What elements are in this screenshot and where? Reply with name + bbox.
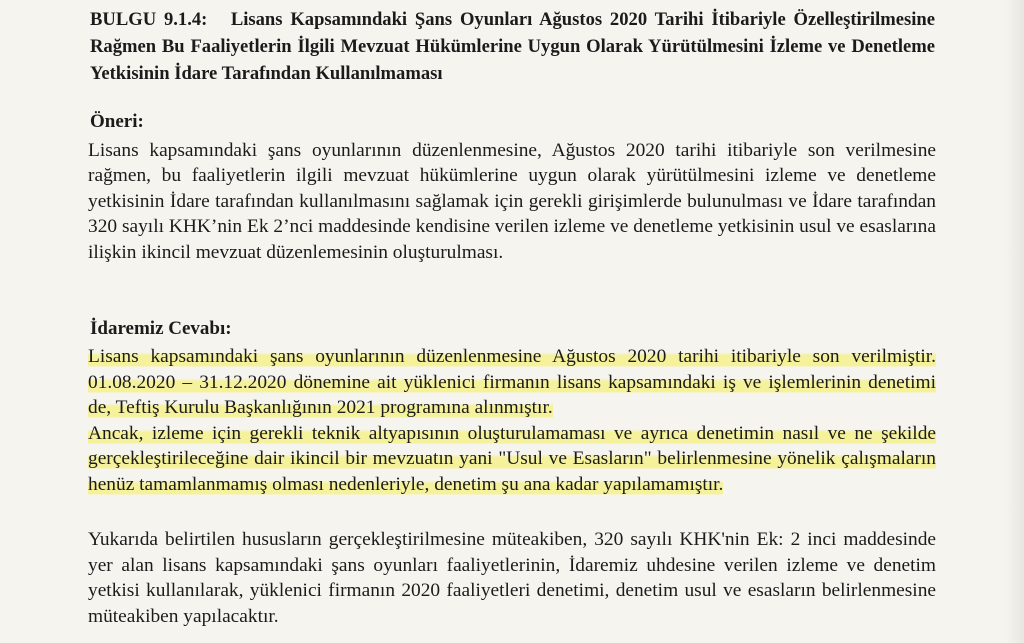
finding-title xyxy=(90,6,935,87)
response-paragraph-1: Lisans kapsamındaki şans oyunlarının düzenlenmesine Ağustos 2020 tarihi itibariyle son verilmiştir. 01.08.2020 – 31.12.2020 dönemine ait yüklenici firmanın lisans kapsamındaki iş ve işlemlerinin denetimi de, Teftiş Kurulu Başkanlığının 2021 programına alınmıştır. xyxy=(88,346,936,419)
recommendation-heading: Öneri: xyxy=(90,111,144,132)
response-paragraph-2: Ancak, izleme için gerekli teknik altyapısının oluşturulamaması ve ayrıca denetimin nasıl ve ne şekilde gerçekleştirileceğine dair ikincil bir mevzuatın yani "Usul ve Esasların" belirlenmesine yönelik çalışmaların henüz tamamlanmamış olması nedenleriyle, denetim şu ana kadar yapılamamıştır. xyxy=(88,422,936,495)
response-highlighted-block xyxy=(88,344,936,498)
recommendation-paragraph: Lisans kapsamındaki şans oyunlarının düzenlenmesine, Ağustos 2020 tarihi itibariyle son verilmesine rağmen, bu faaliyetlerin ilgili mevzuat hükümlerine uygun olarak yürütülmesini izleme ve denetleme yetkisinin İdare tarafından kullanılmasını sağlamak için gerekli girişimlerde bulunulması ve İdare tarafından 320 sayılı KHK’nin Ek 2’nci maddesinde kendisine verilen izleme ve denetleme yetkisinin usul ve esaslarına ilişkin ikincil mevzuat düzenlemesinin oluşturulması. xyxy=(88,140,936,263)
finding-title-text: Lisans Kapsamındaki Şans Oyunları Ağustos 2020 Tarihi İtibariyle Özelleştirilmesine Rağmen Bu Faaliyetlerin İlgili Mevzuat Hükümlerine Uygun Olarak Yürütülmesini İzleme ve Denetleme Yetkisinin İdare Tarafından Kullanılmaması xyxy=(90,9,935,84)
finding-code: BULGU 9.1.4: xyxy=(90,9,208,30)
scan-edge-shadow xyxy=(1006,0,1024,643)
response-heading: İdaremiz Cevabı: xyxy=(90,318,232,339)
response-paragraph-3: Yukarıda belirtilen hususların gerçekleştirilmesine müteakiben, 320 sayılı KHK'nin Ek: 2 inci maddesinde yer alan lisans kapsamındaki şans oyunları faaliyetlerinin, İdaremiz uhdesine verilen izleme ve denetim yetkisi kullanılarak, yüklenici firmanın 2020 faaliyetleri denetimi, denetim usul ve esasların belirlenmesine müteakiben yapılacaktır. xyxy=(88,529,936,627)
